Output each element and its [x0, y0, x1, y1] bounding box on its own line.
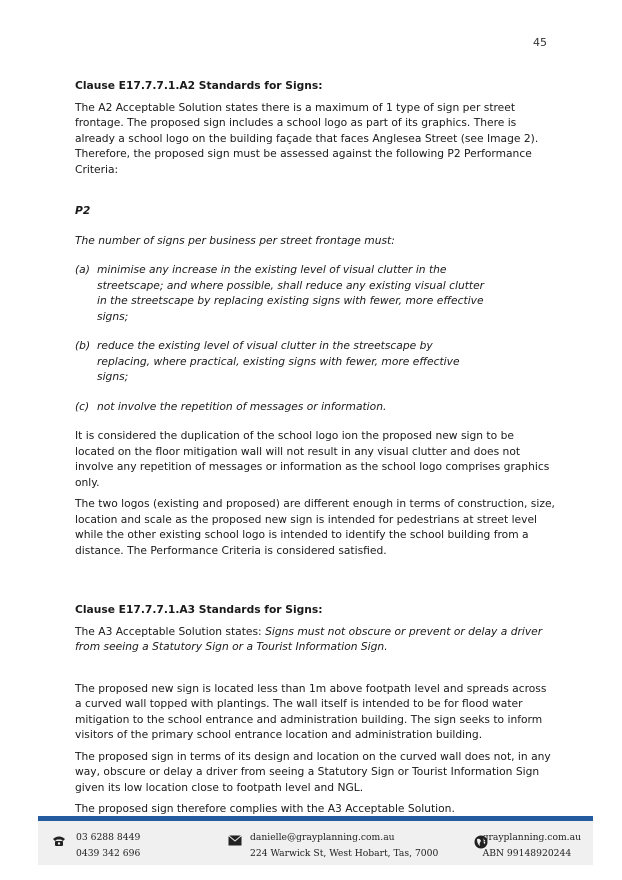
section-a3-heading: Clause E17.7.7.1.A3 Standards for Signs: — [75, 603, 323, 616]
section-a3-paragraph-2: The proposed new sign is located less than 1m above footpath level and spreads across a curved wall topped with plantings. The wall itself is intended to be for flood water mitigation to the school entrance and administration building. The sign seeks to inform visitors of the primary school entrance location and administration building. — [75, 681, 547, 741]
section-a2-p1-text: The A2 Acceptable Solution states there is a maximum of 1 type of sign per street frontage. The proposed sign includes a school logo as part of its graphics. There is already a school logo on the building façade that faces Anglesea Street (see Image 2). — [75, 100, 539, 145]
phone-icon — [52, 835, 66, 850]
envelope-icon — [228, 835, 242, 849]
p2-label: P2 — [75, 204, 91, 217]
footer-contact — [250, 830, 438, 862]
criterion-c — [75, 399, 555, 415]
criterion-text: reduce the existing level of visual clutter in the streetscape by replacing, where practical, existing signs with fewer, more effective signs; — [97, 339, 460, 383]
footer — [38, 821, 593, 865]
page-number: 45 — [533, 36, 547, 49]
criterion-label: (b) — [75, 339, 91, 352]
criterion-text: not involve the repetition of messages or information. — [97, 399, 387, 413]
footer-phone-1[interactable]: 03 6288 8449 — [76, 832, 141, 843]
criterion-label: (c) — [75, 399, 90, 413]
document-body — [75, 78, 555, 823]
footer-phones — [76, 830, 140, 862]
section-a3-paragraph-1 — [75, 624, 555, 655]
footer-abn: ABN 9914892024​4 — [482, 848, 572, 859]
section-a2-paragraph-4: The two logos (existing and proposed) are different enough in terms of construction, size, location and scale as the proposed new sign is intended for pedestrians at street level while the other existing school logo is intended to identify the school building from a distance. The Performance Criteria is considered satisfied. — [75, 497, 555, 557]
p2-lead: The number of signs per business per street frontage must: — [75, 233, 395, 247]
section-a3-paragraph-3: The proposed sign in terms of its design and location on the curved wall does not, in any way, obscure or delay a driver from seeing a Statutory Sign or Tourist Information Sign given its low location close to footpath level and NGL. — [75, 749, 551, 794]
footer-web — [483, 830, 581, 862]
criterion-a — [75, 262, 555, 324]
footer-phone-2[interactable]: 0439 342 696 — [76, 848, 141, 859]
section-a2-paragraph-1 — [75, 100, 555, 178]
footer-address: 224 Warwick St, West Hobart, Tas, 7000 — [250, 848, 439, 859]
section-a2-p1b-text: Therefore, the proposed sign must be assessed against the following P2 Performance Criteria: — [75, 147, 532, 176]
criterion-label: (a) — [75, 263, 90, 276]
criterion-b — [75, 338, 555, 385]
section-a3-paragraph-4: The proposed sign therefore complies with the A3 Acceptable Solution. — [75, 802, 455, 815]
criterion-text: minimise any increase in the existing level of visual clutter in the streetscape; and where possible, shall reduce any existing visual clutter in the streetscape by replacing existing signs with fewer, more effective signs; — [97, 263, 485, 323]
footer-website[interactable]: grayplanning.com.au — [482, 832, 581, 843]
footer-email[interactable]: danielle@grayplanning.com.au — [250, 832, 395, 843]
section-a2-paragraph-3: It is considered the duplication of the school logo ion the proposed new sign to be located on the floor mitigation wall will not result in any visual clutter and does not involve any repetition of messages or information as the school logo comprises graphics only. — [75, 429, 550, 489]
section-a2-heading: Clause E17.7.7.1.A2 Standards for Signs: — [75, 79, 323, 92]
section-a3-intro: The A3 Acceptable Solution states: — [75, 624, 266, 638]
section-a3-quote: Signs must not obscure or prevent or delay a driver from seeing a Statutory Sign or a Tourist Information Sign. — [75, 624, 543, 653]
